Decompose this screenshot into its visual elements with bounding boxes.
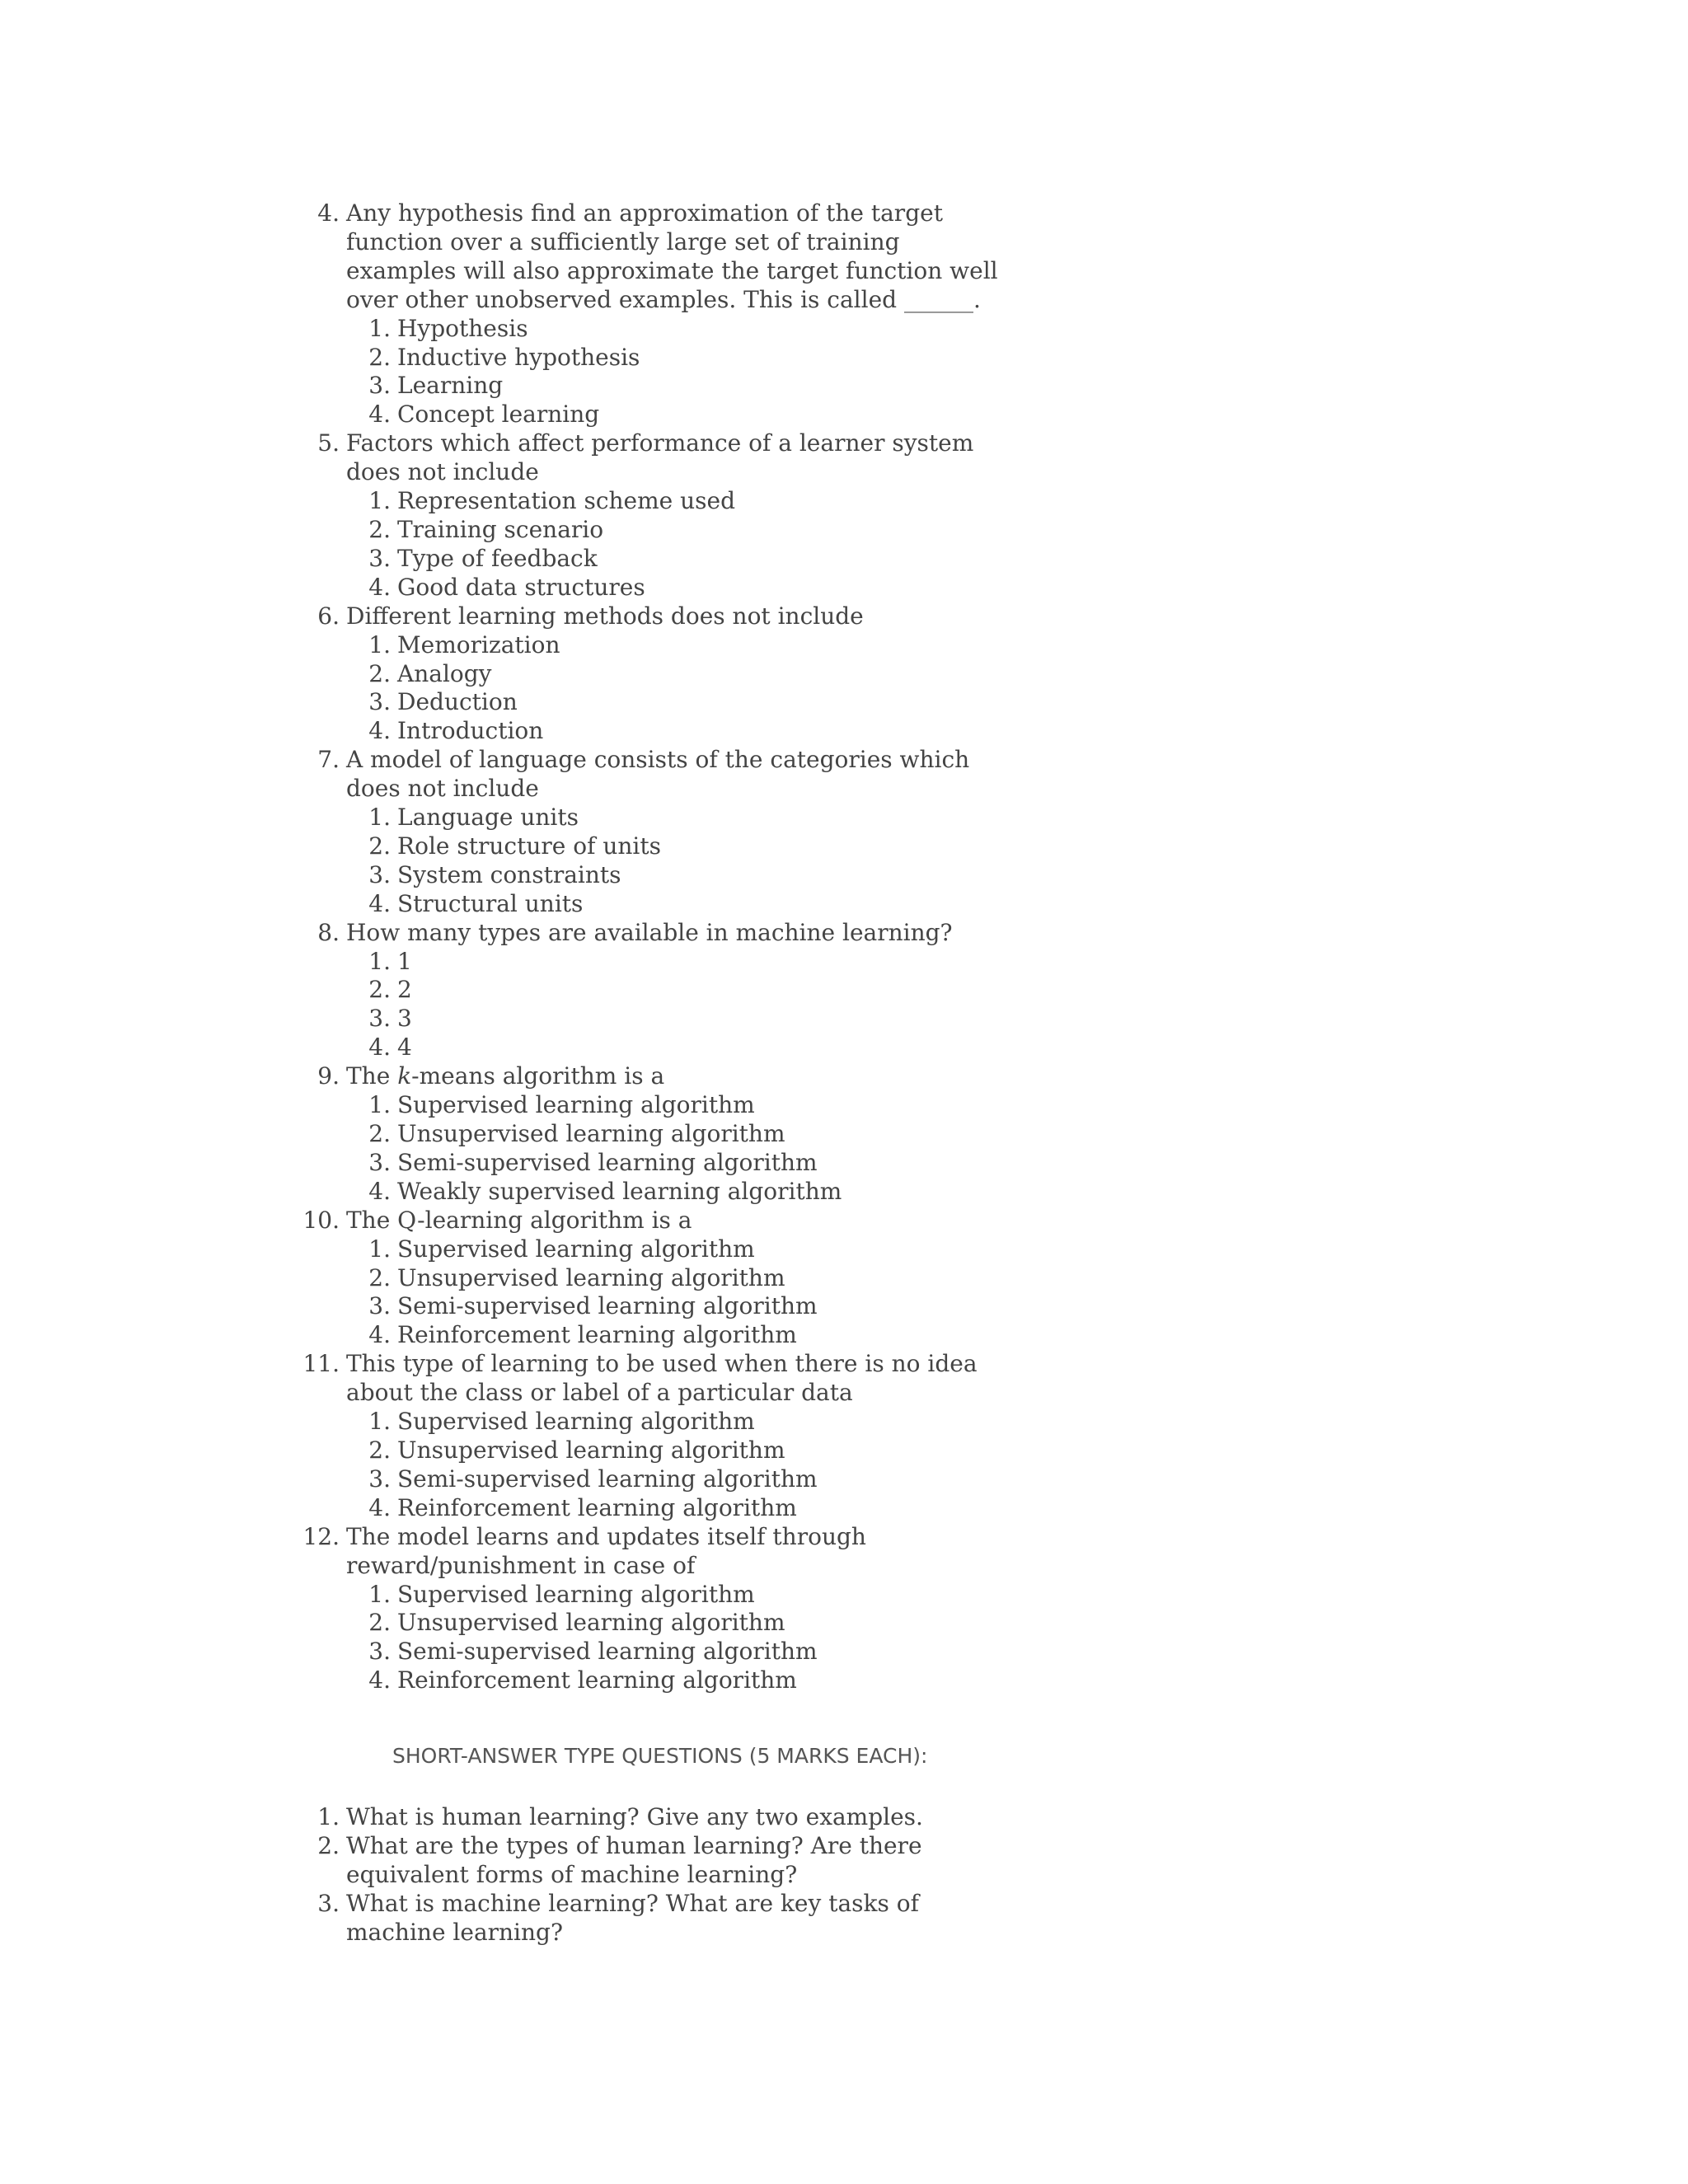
option — [368, 804, 1006, 832]
option — [368, 832, 1006, 861]
option — [368, 630, 1006, 660]
option-text: Learning — [397, 372, 504, 400]
option-number: 4. — [368, 1666, 391, 1694]
option-text: Semi-supervised learning algorithm — [397, 1638, 818, 1666]
option — [368, 1638, 1006, 1666]
option — [368, 1033, 1006, 1062]
option-text: Type of feedback — [397, 544, 598, 572]
option — [368, 1120, 1006, 1149]
question-text: Any hypothesis find an approximation of the target function over a sufficiently large set of training examples will also approximate the target function well over other unobserved examples. This is called ______. — [346, 199, 998, 313]
short-answer-question-3 — [317, 1889, 1006, 1947]
option-number: 2. — [368, 976, 391, 1004]
option-text: Training scenario — [397, 515, 604, 543]
option-text: Hypothesis — [397, 314, 528, 342]
question-text — [346, 1062, 1006, 1091]
option-text: Reinforcement learning algorithm — [397, 1493, 797, 1521]
short-answer-question-2 — [317, 1831, 1006, 1890]
option — [368, 1091, 1006, 1120]
option-list — [346, 631, 1006, 747]
option-list — [346, 1235, 1006, 1351]
question-number: 9. — [317, 1062, 340, 1090]
question-number: 4. — [317, 199, 340, 227]
option-number: 1. — [368, 1580, 391, 1608]
option-number: 1. — [368, 1408, 391, 1436]
option-text: Semi-supervised learning algorithm — [397, 1148, 818, 1176]
question-number: 11. — [302, 1350, 340, 1378]
option-number: 1. — [368, 314, 391, 342]
option-text: Representation scheme used — [397, 487, 736, 515]
question-number: 5. — [317, 429, 340, 457]
option — [368, 515, 1006, 545]
question-number: 7. — [317, 746, 340, 774]
option-text: Reinforcement learning algorithm — [397, 1321, 797, 1349]
option-text: Analogy — [397, 659, 492, 687]
option — [368, 688, 1006, 717]
option-list — [346, 1408, 1006, 1523]
question-4 — [317, 199, 1006, 429]
option-number: 2. — [368, 1436, 391, 1464]
question-8 — [317, 918, 1006, 1063]
option-list — [346, 1091, 1006, 1207]
option — [368, 343, 1006, 373]
question-12 — [302, 1522, 1006, 1695]
question-number: 8. — [317, 918, 340, 946]
option — [368, 659, 1006, 689]
question-9 — [317, 1062, 1006, 1207]
question-number: 6. — [317, 602, 340, 630]
mcq-list — [302, 199, 1006, 1695]
option — [368, 487, 1006, 516]
option — [368, 1005, 1006, 1033]
option-number: 2. — [368, 343, 391, 371]
option-list — [346, 487, 1006, 602]
option-text: Reinforcement learning algorithm — [397, 1666, 797, 1694]
option-list — [346, 948, 1006, 1063]
question-number: 10. — [302, 1206, 340, 1234]
option-text: Unsupervised learning algorithm — [397, 1609, 785, 1637]
option-number: 3. — [368, 1292, 391, 1320]
question-text: Different learning methods does not include — [346, 602, 864, 630]
option-number: 4. — [368, 401, 391, 429]
option-list — [346, 1581, 1006, 1696]
option-number: 2. — [368, 1609, 391, 1637]
option — [368, 976, 1006, 1005]
question-11 — [302, 1350, 1006, 1522]
option-text: Unsupervised learning algorithm — [397, 1436, 785, 1464]
option-number: 2. — [368, 515, 391, 543]
option-number: 3. — [368, 1465, 391, 1493]
option — [368, 1436, 1006, 1465]
option — [368, 860, 1006, 890]
question-text: What is human learning? Give any two examples. — [346, 1803, 923, 1830]
option-text: 2 — [397, 976, 412, 1004]
question-text-part: The — [346, 1062, 398, 1090]
option — [368, 1321, 1006, 1350]
option-number: 4. — [368, 1493, 391, 1521]
option-text: 1 — [397, 947, 412, 975]
option-text: Supervised learning algorithm — [397, 1235, 755, 1263]
option-number: 3. — [368, 860, 391, 888]
option-number: 1. — [368, 630, 391, 658]
question-10 — [302, 1206, 1006, 1351]
option-text: Weakly supervised learning algorithm — [397, 1177, 842, 1205]
option — [368, 314, 1006, 344]
option — [368, 1292, 1006, 1321]
short-answer-list — [317, 1803, 1006, 1947]
option — [368, 544, 1006, 574]
option-text: System constraints — [397, 860, 621, 888]
option-text: Unsupervised learning algorithm — [397, 1263, 785, 1291]
question-text: What are the types of human learning? Are there equivalent forms of machine learning? — [346, 1831, 922, 1888]
option — [368, 1408, 1006, 1436]
option-number: 2. — [368, 832, 391, 860]
question-number: 1. — [317, 1803, 340, 1830]
option-text: Inductive hypothesis — [397, 343, 640, 371]
option-number: 1. — [368, 1091, 391, 1119]
question-7 — [317, 746, 1006, 918]
option-text: Semi-supervised learning algorithm — [397, 1465, 818, 1493]
option-text: Role structure of units — [397, 832, 661, 860]
question-text-italic: k — [397, 1062, 412, 1090]
option-number: 2. — [368, 1120, 391, 1147]
option-text: Unsupervised learning algorithm — [397, 1120, 785, 1147]
question-6 — [317, 602, 1006, 747]
option-number: 2. — [368, 659, 391, 687]
option — [368, 1493, 1006, 1523]
option-number: 4. — [368, 889, 391, 917]
option-number: 4. — [368, 573, 391, 601]
short-answer-question-1 — [317, 1803, 1006, 1832]
option — [368, 1177, 1006, 1207]
option-text: Good data structures — [397, 573, 645, 601]
option-text: Supervised learning algorithm — [397, 1408, 755, 1436]
option-text: Supervised learning algorithm — [397, 1580, 755, 1608]
option — [368, 1148, 1006, 1178]
question-text: What is machine learning? What are key tasks of machine learning? — [346, 1889, 919, 1946]
option — [368, 1580, 1006, 1610]
question-text: The Q-learning algorithm is a — [346, 1206, 692, 1234]
option — [368, 717, 1006, 746]
option-number: 1. — [368, 947, 391, 975]
option-text: Concept learning — [397, 401, 600, 429]
option — [368, 1235, 1006, 1264]
question-text: The model learns and updates itself through reward/punishment in case of — [346, 1522, 866, 1579]
option-number: 4. — [368, 1177, 391, 1205]
option-number: 3. — [368, 1638, 391, 1666]
option — [368, 1263, 1006, 1293]
question-text: Factors which affect performance of a learner system does not include — [346, 429, 974, 486]
option — [368, 1465, 1006, 1494]
option-number: 3. — [368, 372, 391, 400]
question-text: A model of language consists of the categories which does not include — [346, 746, 970, 803]
option-number: 4. — [368, 1033, 391, 1062]
option-text: Language units — [397, 804, 579, 832]
question-text-part: -means algorithm is a — [411, 1062, 665, 1090]
question-5 — [317, 429, 1006, 602]
option-number: 1. — [368, 487, 391, 515]
option — [368, 1666, 1006, 1695]
option-number: 4. — [368, 1321, 391, 1349]
option-number: 1. — [368, 804, 391, 832]
option-number: 3. — [368, 1148, 391, 1176]
question-text: This type of learning to be used when there is no idea about the class or label of a particular data — [346, 1350, 978, 1407]
question-number: 3. — [317, 1889, 340, 1917]
question-number: 12. — [302, 1522, 340, 1550]
option — [368, 889, 1006, 919]
option-text: Deduction — [397, 688, 518, 716]
option — [368, 573, 1006, 602]
option — [368, 1609, 1006, 1638]
option-text: Semi-supervised learning algorithm — [397, 1292, 818, 1320]
option-text: Memorization — [397, 630, 560, 658]
option-text: Supervised learning algorithm — [397, 1091, 755, 1119]
option-number: 4. — [368, 717, 391, 745]
option-number: 1. — [368, 1235, 391, 1263]
option-text: 4 — [397, 1033, 412, 1062]
section-heading: SHORT-ANSWER TYPE QUESTIONS (5 MARKS EACH): — [392, 1744, 928, 1768]
option — [368, 372, 1006, 401]
option-number: 3. — [368, 544, 391, 572]
option-number: 2. — [368, 1263, 391, 1291]
option-number: 3. — [368, 1005, 391, 1033]
question-number: 2. — [317, 1831, 340, 1859]
option — [368, 947, 1006, 977]
option-text: Structural units — [397, 889, 584, 917]
option-list — [346, 804, 1006, 919]
question-text: How many types are available in machine learning? — [346, 918, 953, 946]
option — [368, 401, 1006, 429]
option-text: 3 — [397, 1005, 412, 1033]
option-list — [346, 315, 1006, 430]
option-number: 3. — [368, 688, 391, 716]
option-text: Introduction — [397, 717, 544, 745]
